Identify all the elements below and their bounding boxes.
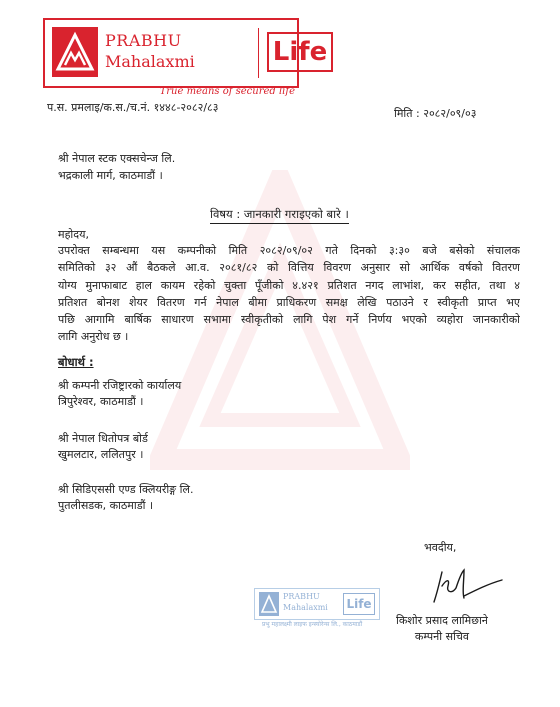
salutation: महोदय, [58,228,89,241]
cc-entry-line2: खुमलटार, ललितपुर । [58,448,144,461]
body-line: समितिको ३२ औं बैठकले आ.व. २०८१/८२ को वित्तिय विवरण अनुसार सो आर्थिक वर्षको वितरण [58,261,520,275]
cc-entry-line1: श्री कम्पनी रजिष्ट्रारको कार्यालय [58,379,182,392]
signer-name: किशोर प्रसाद लामिछाने [396,614,488,627]
letter-subject: विषय : जानकारी गराइएको बारे । [210,207,349,224]
reference-number: प.स. प्रमलाइ/क.स./च.नं. १४४८-२०८२/८३ [47,101,219,114]
recipient-line2: भद्रकाली मार्ग, काठमाडौं । [58,169,163,182]
letter-body [58,242,520,346]
cc-heading: बोधार्थ : [58,355,94,369]
cc-entry-line2: त्रिपुरेश्वर, काठमाडौं । [58,395,144,408]
company-emblem-icon [52,27,98,77]
letterhead-name-line2: Mahalaxmi [105,52,195,71]
stamp-name-line2: Mahalaxmi [283,603,328,612]
letterhead-logo [43,18,328,88]
company-stamp [254,588,378,630]
cc-entry [58,482,193,514]
body-line: पछि आगामि बार्षिक साधारण सभामा स्वीकृतीको लागि पेश गर्ने निर्णय भएको व्यहोरा जानकारीको [58,313,520,327]
cc-entry [58,431,148,463]
cc-entry [58,378,181,410]
signer-block [396,613,488,645]
recipient-address [58,150,175,184]
body-line: लागि अनुरोध छ । [58,330,129,344]
stamp-life-badge: Life [343,593,375,615]
letter-date: मिति : २०८२/०९/०३ [394,107,477,120]
recipient-line1: श्री नेपाल स्टक एक्सचेन्ज लि. [58,152,176,165]
cc-entry-line1: श्री सिडिएससी एण्ड क्लियरीङ्ग लि. [58,483,194,496]
body-line: उपरोक्त सम्बन्धमा यस कम्पनीको मिति २०८२/०९/०२ गते दिनको ३:३० बजे बसेको संचालक [58,244,520,257]
closing: भवदीय, [424,541,457,554]
cc-entry-line1: श्री नेपाल धितोपत्र बोर्ड [58,432,148,445]
stamp-caption: प्रभु महालक्ष्मी लाइफ इन्स्योरेन्स लि., काठमाडौं [262,621,363,628]
letterhead-tagline: True means of secured life [159,86,295,97]
letterhead-divider [258,28,259,78]
letterhead-name-line1: PRABHU [105,31,182,50]
body-line: प्रतिशत बोनश शेयर वितरण गर्न नेपाल बीमा प्राधिकरण समक्ष लेखि पठाउने र स्वीकृती प्राप्त भए [58,295,520,309]
stamp-emblem-icon [259,592,279,616]
stamp-name-line1: PRABHU [283,592,320,601]
letterhead-life-badge: Life [267,32,333,72]
signer-title: कम्पनी सचिव [414,630,469,643]
cc-entry-line2: पुतलीसडक, काठमाडौं । [58,499,154,512]
body-line: योग्य मुनाफाबाट हाल कायम रहेको चुक्ता पूँजीको ४.४२१ प्रतिशत नगद लाभांश, कर सहीत, तथा ४ [58,278,520,292]
stamp-frame [254,588,380,620]
handwritten-signature-icon [426,566,506,606]
